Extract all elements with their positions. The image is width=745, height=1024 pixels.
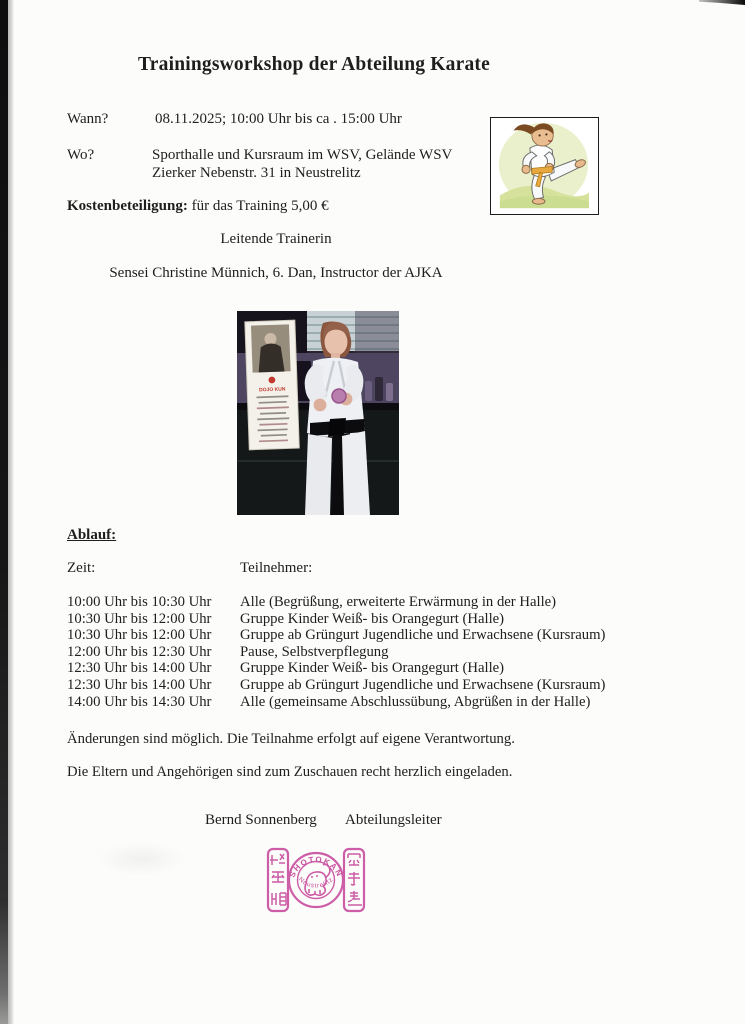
stamp-arc-top-text: SHOTOKAN (287, 854, 345, 879)
signature-role: Abteilungsleiter (345, 812, 442, 828)
wo-value-line1: Sporthalle und Kursraum im WSV, Gelände WSV (152, 147, 453, 163)
signature-name: Bernd Sonnenberg (205, 812, 317, 828)
scan-smudge (96, 842, 186, 876)
schedule-time: 12:00 Uhr bis 12:30 Uhr (67, 643, 212, 660)
svg-text:Neustrelitz (297, 876, 335, 890)
schedule-heading: Ablauf: (67, 527, 117, 543)
trainer-heading: Leitende Trainerin (220, 231, 332, 247)
trainer-photo (237, 311, 399, 515)
schedule-row (67, 644, 707, 661)
schedule-row (67, 677, 707, 694)
schedule-desc: Alle (Begrüßung, erweiterte Erwärmung in der Halle) (240, 594, 557, 610)
wann-label: Wann? (67, 111, 109, 127)
scan-edge-left-soft (8, 0, 14, 1024)
dojo-kun-banner (245, 320, 299, 450)
trainer-name-line: Sensei Christine Münnich, 6. Dan, Instructor der AJKA (109, 265, 443, 281)
schedule-row (67, 611, 707, 628)
schedule-desc: Gruppe Kinder Weiß- bis Orangegurt (Halle) (240, 660, 505, 677)
schedule-row (67, 694, 707, 711)
participants-column-label: Teilnehmer: (240, 560, 313, 576)
schedule-desc: Pause, Selbstverpflegung (240, 643, 389, 660)
banner-title-text: DOJO KUN (258, 386, 286, 394)
time-column-label: Zeit: (67, 560, 96, 576)
karate-girl-illustration-frame (490, 117, 599, 215)
scan-corner-mark (699, 0, 745, 5)
wo-value-line2: Zierker Nebenstr. 31 in Neustrelitz (152, 165, 361, 181)
schedule-time: 14:00 Uhr bis 14:30 Uhr (67, 693, 212, 710)
schedule-row (67, 627, 707, 644)
schedule-row (67, 594, 707, 611)
karate-girl-kick-icon (491, 118, 595, 211)
page-title: Trainingsworkshop der Abteilung Karate (138, 54, 490, 75)
schedule-time: 10:30 Uhr bis 12:00 Uhr (67, 627, 212, 644)
kosten-line (67, 198, 329, 215)
trainer-photo-image (237, 311, 399, 515)
shotokan-stamp (266, 844, 366, 916)
stamp-left-kanji (270, 854, 286, 905)
schedule-time: 12:30 Uhr bis 14:00 Uhr (67, 676, 212, 693)
note-spectators: Die Eltern und Angehörigen sind zum Zuschauen recht herzlich eingeladen. (67, 764, 513, 780)
schedule-desc: Gruppe Kinder Weiß- bis Orangegurt (Halle) (240, 610, 505, 627)
schedule-time: 10:30 Uhr bis 12:00 Uhr (67, 610, 212, 627)
schedule-row (67, 660, 707, 677)
stamp-arc-bottom-text: Neustrelitz (297, 875, 335, 890)
scan-edge-left (0, 0, 8, 1024)
stamp-right-kanji (348, 854, 362, 905)
schedule-desc: Gruppe ab Grüngurt Jugendliche und Erwachsene (Kursraum) (240, 676, 606, 693)
schedule-desc: Gruppe ab Grüngurt Jugendliche und Erwachsene (Kursraum) (240, 627, 606, 644)
shotokan-stamp-icon (266, 844, 366, 916)
kosten-value: für das Training 5,00 € (191, 198, 329, 214)
note-changes: Änderungen sind möglich. Die Teilnahme erfolgt auf eigene Verantwortung. (67, 731, 515, 747)
svg-text:SHOTOKAN (288, 855, 345, 879)
kosten-label: Kostenbeteiligung: (67, 198, 188, 214)
schedule-time: 10:00 Uhr bis 10:30 Uhr (67, 594, 212, 610)
schedule-table (67, 594, 707, 710)
schedule-time: 12:30 Uhr bis 14:00 Uhr (67, 660, 212, 677)
wo-label: Wo? (67, 147, 95, 163)
schedule-desc: Alle (gemeinsame Abschlussübung, Abgrüßen in der Halle) (240, 693, 591, 710)
wann-value: 08.11.2025; 10:00 Uhr bis ca . 15:00 Uhr (155, 111, 402, 127)
